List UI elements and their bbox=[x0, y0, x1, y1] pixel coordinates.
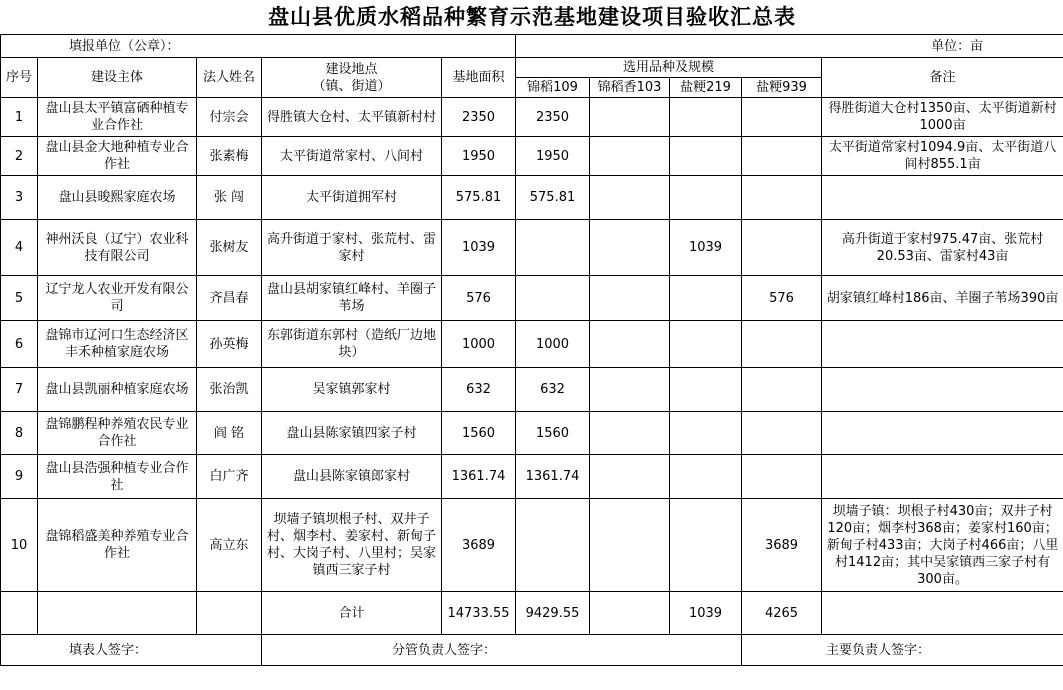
cell-legal-person: 高立东 bbox=[197, 499, 262, 592]
cell-entity: 盘山县金大地种植专业合作社 bbox=[38, 137, 197, 176]
cell-entity: 盘山县晙熙家庭农场 bbox=[38, 176, 197, 220]
cell-variety-2 bbox=[590, 98, 670, 137]
table-row bbox=[1, 137, 1063, 176]
cell-entity: 盘山县凯丽种植家庭农场 bbox=[38, 368, 197, 412]
cell-variety-3 bbox=[670, 137, 742, 176]
cell-variety-2 bbox=[590, 455, 670, 499]
cell-area: 576 bbox=[442, 276, 516, 321]
cell-variety-3 bbox=[670, 98, 742, 137]
cell-seq: 4 bbox=[1, 220, 38, 276]
table-row bbox=[1, 321, 1063, 368]
cell-remarks bbox=[822, 368, 1063, 412]
cell-legal-person: 齐昌春 bbox=[197, 276, 262, 321]
cell-location: 坝墙子镇坝根子村、双井子村、烟李村、姜家村、新甸子村、大岗子村、八里村；吴家镇西三家子村 bbox=[262, 499, 442, 592]
supervisor-signature-label: 分管负责人签字： bbox=[262, 635, 742, 666]
cell-location: 得胜镇大仓村、太平镇新村村 bbox=[262, 98, 442, 137]
cell-remarks: 高升街道于家村975.47亩、张荒村20.53亩、雷家村43亩 bbox=[822, 220, 1063, 276]
cell-entity: 盘锦稻盛美种养殖专业合作社 bbox=[38, 499, 197, 592]
header-variety-1: 锦稻109 bbox=[516, 78, 590, 98]
cell-variety-2 bbox=[590, 499, 670, 592]
cell-legal-person: 张树友 bbox=[197, 220, 262, 276]
cell-remarks bbox=[822, 321, 1063, 368]
total-empty-entity bbox=[38, 592, 197, 635]
header-variety-3: 盐粳219 bbox=[670, 78, 742, 98]
cell-variety-1 bbox=[516, 499, 590, 592]
cell-variety-2 bbox=[590, 412, 670, 455]
cell-area: 3689 bbox=[442, 499, 516, 592]
filing-unit-label: 填报单位（公章）： bbox=[1, 35, 516, 58]
cell-seq: 3 bbox=[1, 176, 38, 220]
cell-area: 632 bbox=[442, 368, 516, 412]
cell-area: 2350 bbox=[442, 98, 516, 137]
total-variety-1: 9429.55 bbox=[516, 592, 590, 635]
cell-variety-4 bbox=[742, 137, 822, 176]
total-variety-2 bbox=[590, 592, 670, 635]
header-location-line1: 建设地点 bbox=[325, 61, 378, 77]
cell-variety-3 bbox=[670, 499, 742, 592]
total-empty-seq bbox=[1, 592, 38, 635]
cell-legal-person: 张治凯 bbox=[197, 368, 262, 412]
table-row bbox=[1, 220, 1063, 276]
cell-legal-person: 付宗会 bbox=[197, 98, 262, 137]
cell-legal-person: 孙英梅 bbox=[197, 321, 262, 368]
cell-remarks bbox=[822, 412, 1063, 455]
cell-variety-2 bbox=[590, 321, 670, 368]
cell-variety-1: 1361.74 bbox=[516, 455, 590, 499]
cell-legal-person: 阎 铭 bbox=[197, 412, 262, 455]
table-row bbox=[1, 98, 1063, 137]
cell-remarks: 得胜街道大仓村1350亩、太平街道新村1000亩 bbox=[822, 98, 1063, 137]
total-variety-3: 1039 bbox=[670, 592, 742, 635]
header-location bbox=[262, 58, 442, 98]
total-label: 合计 bbox=[262, 592, 442, 635]
cell-variety-3 bbox=[670, 321, 742, 368]
cell-variety-3: 1039 bbox=[670, 220, 742, 276]
cell-variety-3 bbox=[670, 455, 742, 499]
total-empty-legal bbox=[197, 592, 262, 635]
cell-variety-2 bbox=[590, 220, 670, 276]
cell-variety-4: 576 bbox=[742, 276, 822, 321]
page-title: 盘山县优质水稻品种繁育示范基地建设项目验收汇总表 bbox=[1, 0, 1063, 35]
cell-remarks: 坝墙子镇：坝根子村430亩；双井子村120亩；烟李村368亩；姜家村160亩；新甸子村433亩；大岗子村466亩；八里村1412亩；其中吴家镇西三家子村有300亩。 bbox=[822, 499, 1063, 592]
cell-variety-4 bbox=[742, 98, 822, 137]
cell-variety-1: 632 bbox=[516, 368, 590, 412]
cell-variety-2 bbox=[590, 276, 670, 321]
cell-legal-person: 张 闯 bbox=[197, 176, 262, 220]
cell-seq: 7 bbox=[1, 368, 38, 412]
cell-location: 高升街道于家村、张荒村、雷家村 bbox=[262, 220, 442, 276]
table-row bbox=[1, 499, 1063, 592]
cell-entity: 盘山县太平镇富硒种植专业合作社 bbox=[38, 98, 197, 137]
cell-variety-1 bbox=[516, 276, 590, 321]
table-row bbox=[1, 412, 1063, 455]
cell-area: 575.81 bbox=[442, 176, 516, 220]
cell-variety-4 bbox=[742, 455, 822, 499]
cell-legal-person: 白广齐 bbox=[197, 455, 262, 499]
cell-variety-1: 575.81 bbox=[516, 176, 590, 220]
cell-entity: 盘锦鹏程种养殖农民专业合作社 bbox=[38, 412, 197, 455]
cell-variety-3 bbox=[670, 412, 742, 455]
cell-location: 盘山县陈家镇四家子村 bbox=[262, 412, 442, 455]
cell-variety-4 bbox=[742, 176, 822, 220]
cell-area: 1560 bbox=[442, 412, 516, 455]
total-variety-4: 4265 bbox=[742, 592, 822, 635]
header-location-line2: （镇、街道） bbox=[312, 78, 391, 94]
cell-location: 吴家镇郭家村 bbox=[262, 368, 442, 412]
cell-location: 东郭街道东郭村（造纸厂边地块） bbox=[262, 321, 442, 368]
filler-signature-label: 填表人签字： bbox=[1, 635, 262, 666]
cell-location: 盘山县陈家镇郎家村 bbox=[262, 455, 442, 499]
cell-legal-person: 张素梅 bbox=[197, 137, 262, 176]
cell-remarks bbox=[822, 176, 1063, 220]
cell-entity: 盘山县浩强种植专业合作社 bbox=[38, 455, 197, 499]
cell-entity: 辽宁龙人农业开发有限公司 bbox=[38, 276, 197, 321]
header-legal-person: 法人姓名 bbox=[197, 58, 262, 98]
cell-variety-3 bbox=[670, 176, 742, 220]
cell-variety-4 bbox=[742, 321, 822, 368]
signature-row bbox=[1, 635, 1063, 666]
cell-variety-2 bbox=[590, 137, 670, 176]
cell-seq: 9 bbox=[1, 455, 38, 499]
cell-variety-1: 1950 bbox=[516, 137, 590, 176]
cell-remarks bbox=[822, 455, 1063, 499]
cell-variety-1: 2350 bbox=[516, 98, 590, 137]
cell-variety-4 bbox=[742, 220, 822, 276]
cell-area: 1039 bbox=[442, 220, 516, 276]
cell-variety-3 bbox=[670, 368, 742, 412]
header-area: 基地面积 bbox=[442, 58, 516, 98]
cell-remarks: 胡家镇红峰村186亩、羊圈子苇场390亩 bbox=[822, 276, 1063, 321]
cell-area: 1000 bbox=[442, 321, 516, 368]
table-row bbox=[1, 455, 1063, 499]
cell-variety-3 bbox=[670, 276, 742, 321]
table-row bbox=[1, 368, 1063, 412]
cell-remarks: 太平街道常家村1094.9亩、太平街道八间村855.1亩 bbox=[822, 137, 1063, 176]
header-varieties-group: 选用品种及规模 bbox=[516, 58, 822, 78]
header-seq: 序号 bbox=[1, 58, 38, 98]
cell-location: 太平街道拥军村 bbox=[262, 176, 442, 220]
cell-variety-4 bbox=[742, 412, 822, 455]
cell-area: 1950 bbox=[442, 137, 516, 176]
cell-area: 1361.74 bbox=[442, 455, 516, 499]
cell-seq: 1 bbox=[1, 98, 38, 137]
cell-entity: 神州沃良（辽宁）农业科技有限公司 bbox=[38, 220, 197, 276]
header-variety-2: 锦稻香103 bbox=[590, 78, 670, 98]
cell-variety-1: 1560 bbox=[516, 412, 590, 455]
cell-seq: 10 bbox=[1, 499, 38, 592]
cell-location: 盘山县胡家镇红峰村、羊圈子苇场 bbox=[262, 276, 442, 321]
cell-entity: 盘锦市辽河口生态经济区丰禾种植家庭农场 bbox=[38, 321, 197, 368]
cell-variety-1: 1000 bbox=[516, 321, 590, 368]
cell-location: 太平街道常家村、八间村 bbox=[262, 137, 442, 176]
cell-seq: 6 bbox=[1, 321, 38, 368]
header-variety-4: 盐粳939 bbox=[742, 78, 822, 98]
total-remarks bbox=[822, 592, 1063, 635]
cell-seq: 5 bbox=[1, 276, 38, 321]
cell-seq: 8 bbox=[1, 412, 38, 455]
header-entity: 建设主体 bbox=[38, 58, 197, 98]
cell-variety-1 bbox=[516, 220, 590, 276]
principal-signature-label: 主要负责人签字： bbox=[742, 635, 1063, 666]
total-row bbox=[1, 592, 1063, 635]
unit-label: 单位：亩 bbox=[516, 35, 1063, 58]
total-area: 14733.55 bbox=[442, 592, 516, 635]
header-remarks: 备注 bbox=[822, 58, 1063, 98]
cell-variety-2 bbox=[590, 176, 670, 220]
cell-seq: 2 bbox=[1, 137, 38, 176]
table-row bbox=[1, 176, 1063, 220]
cell-variety-4: 3689 bbox=[742, 499, 822, 592]
cell-variety-4 bbox=[742, 368, 822, 412]
table-row bbox=[1, 276, 1063, 321]
cell-variety-2 bbox=[590, 368, 670, 412]
